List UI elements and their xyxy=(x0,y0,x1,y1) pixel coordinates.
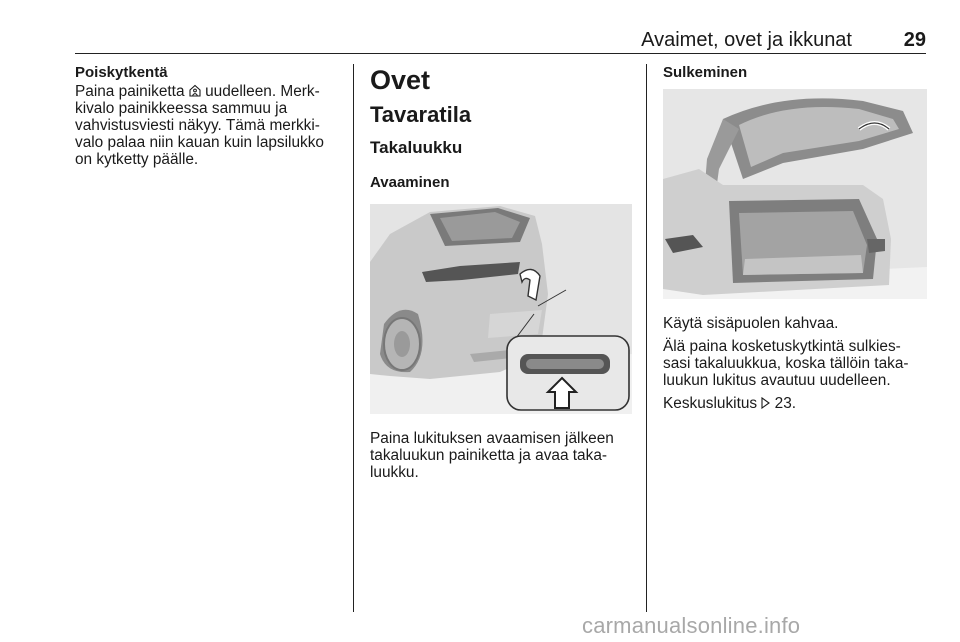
open-tailgate-interior-illustration xyxy=(663,89,927,299)
warning-paragraph xyxy=(663,338,929,389)
section-title: Tavaratila xyxy=(370,102,472,127)
central-locking-reference xyxy=(663,395,929,412)
open-instruction-paragraph xyxy=(370,430,632,481)
watermark: carmanualsonline.info xyxy=(582,613,801,638)
text-line: takaluukun painiketta ja avaa taka- xyxy=(370,447,607,464)
child-lock-paragraph xyxy=(75,83,341,168)
text-run: uudelleen. Merk- xyxy=(200,83,320,100)
use-inner-handle-paragraph: Käytä sisäpuolen kahvaa. xyxy=(663,315,839,332)
subheading-sulkeminen: Sulkeminen xyxy=(663,64,748,81)
text-line: kivalo painikkeessa sammuu ja xyxy=(75,100,288,117)
text-line: on kytketty päälle. xyxy=(75,151,199,168)
section-heading-poiskytkenta: Poiskytkentä xyxy=(75,64,168,81)
chapter-title: Ovet xyxy=(370,65,431,95)
text-run: 23. xyxy=(770,395,797,412)
subheading-avaaminen: Avaaminen xyxy=(370,174,450,191)
text-run: Keskuslukitus xyxy=(663,395,762,412)
column-right xyxy=(663,64,929,412)
subsection-title: Takaluukku xyxy=(370,138,463,157)
page-number: 29 xyxy=(903,29,926,51)
text-line: sasi takaluukkua, koska tällöin taka- xyxy=(663,355,909,372)
text-line: Paina lukituksen avaamisen jälkeen xyxy=(370,430,614,447)
page-header-title: Avaimet, ovet ja ikkunat xyxy=(641,29,852,51)
text-run: Paina painiketta xyxy=(75,83,189,100)
text-line: luukun lukitus avautuu uudelleen. xyxy=(663,372,891,389)
child-lock-icon xyxy=(189,84,201,97)
text-line: vahvistusviesti näkyy. Tämä merkki- xyxy=(75,117,320,134)
text-line: luukku. xyxy=(370,464,419,481)
column-divider xyxy=(646,64,647,612)
header-divider xyxy=(75,53,926,54)
column-middle xyxy=(370,64,632,481)
tailgate-open-button-illustration xyxy=(370,204,632,414)
text-line: Älä paina kosketuskytkintä sulkies- xyxy=(663,338,901,355)
column-divider xyxy=(353,64,354,612)
text-line: valo palaa niin kauan kuin lapsilukko xyxy=(75,134,324,151)
column-left xyxy=(75,64,341,168)
